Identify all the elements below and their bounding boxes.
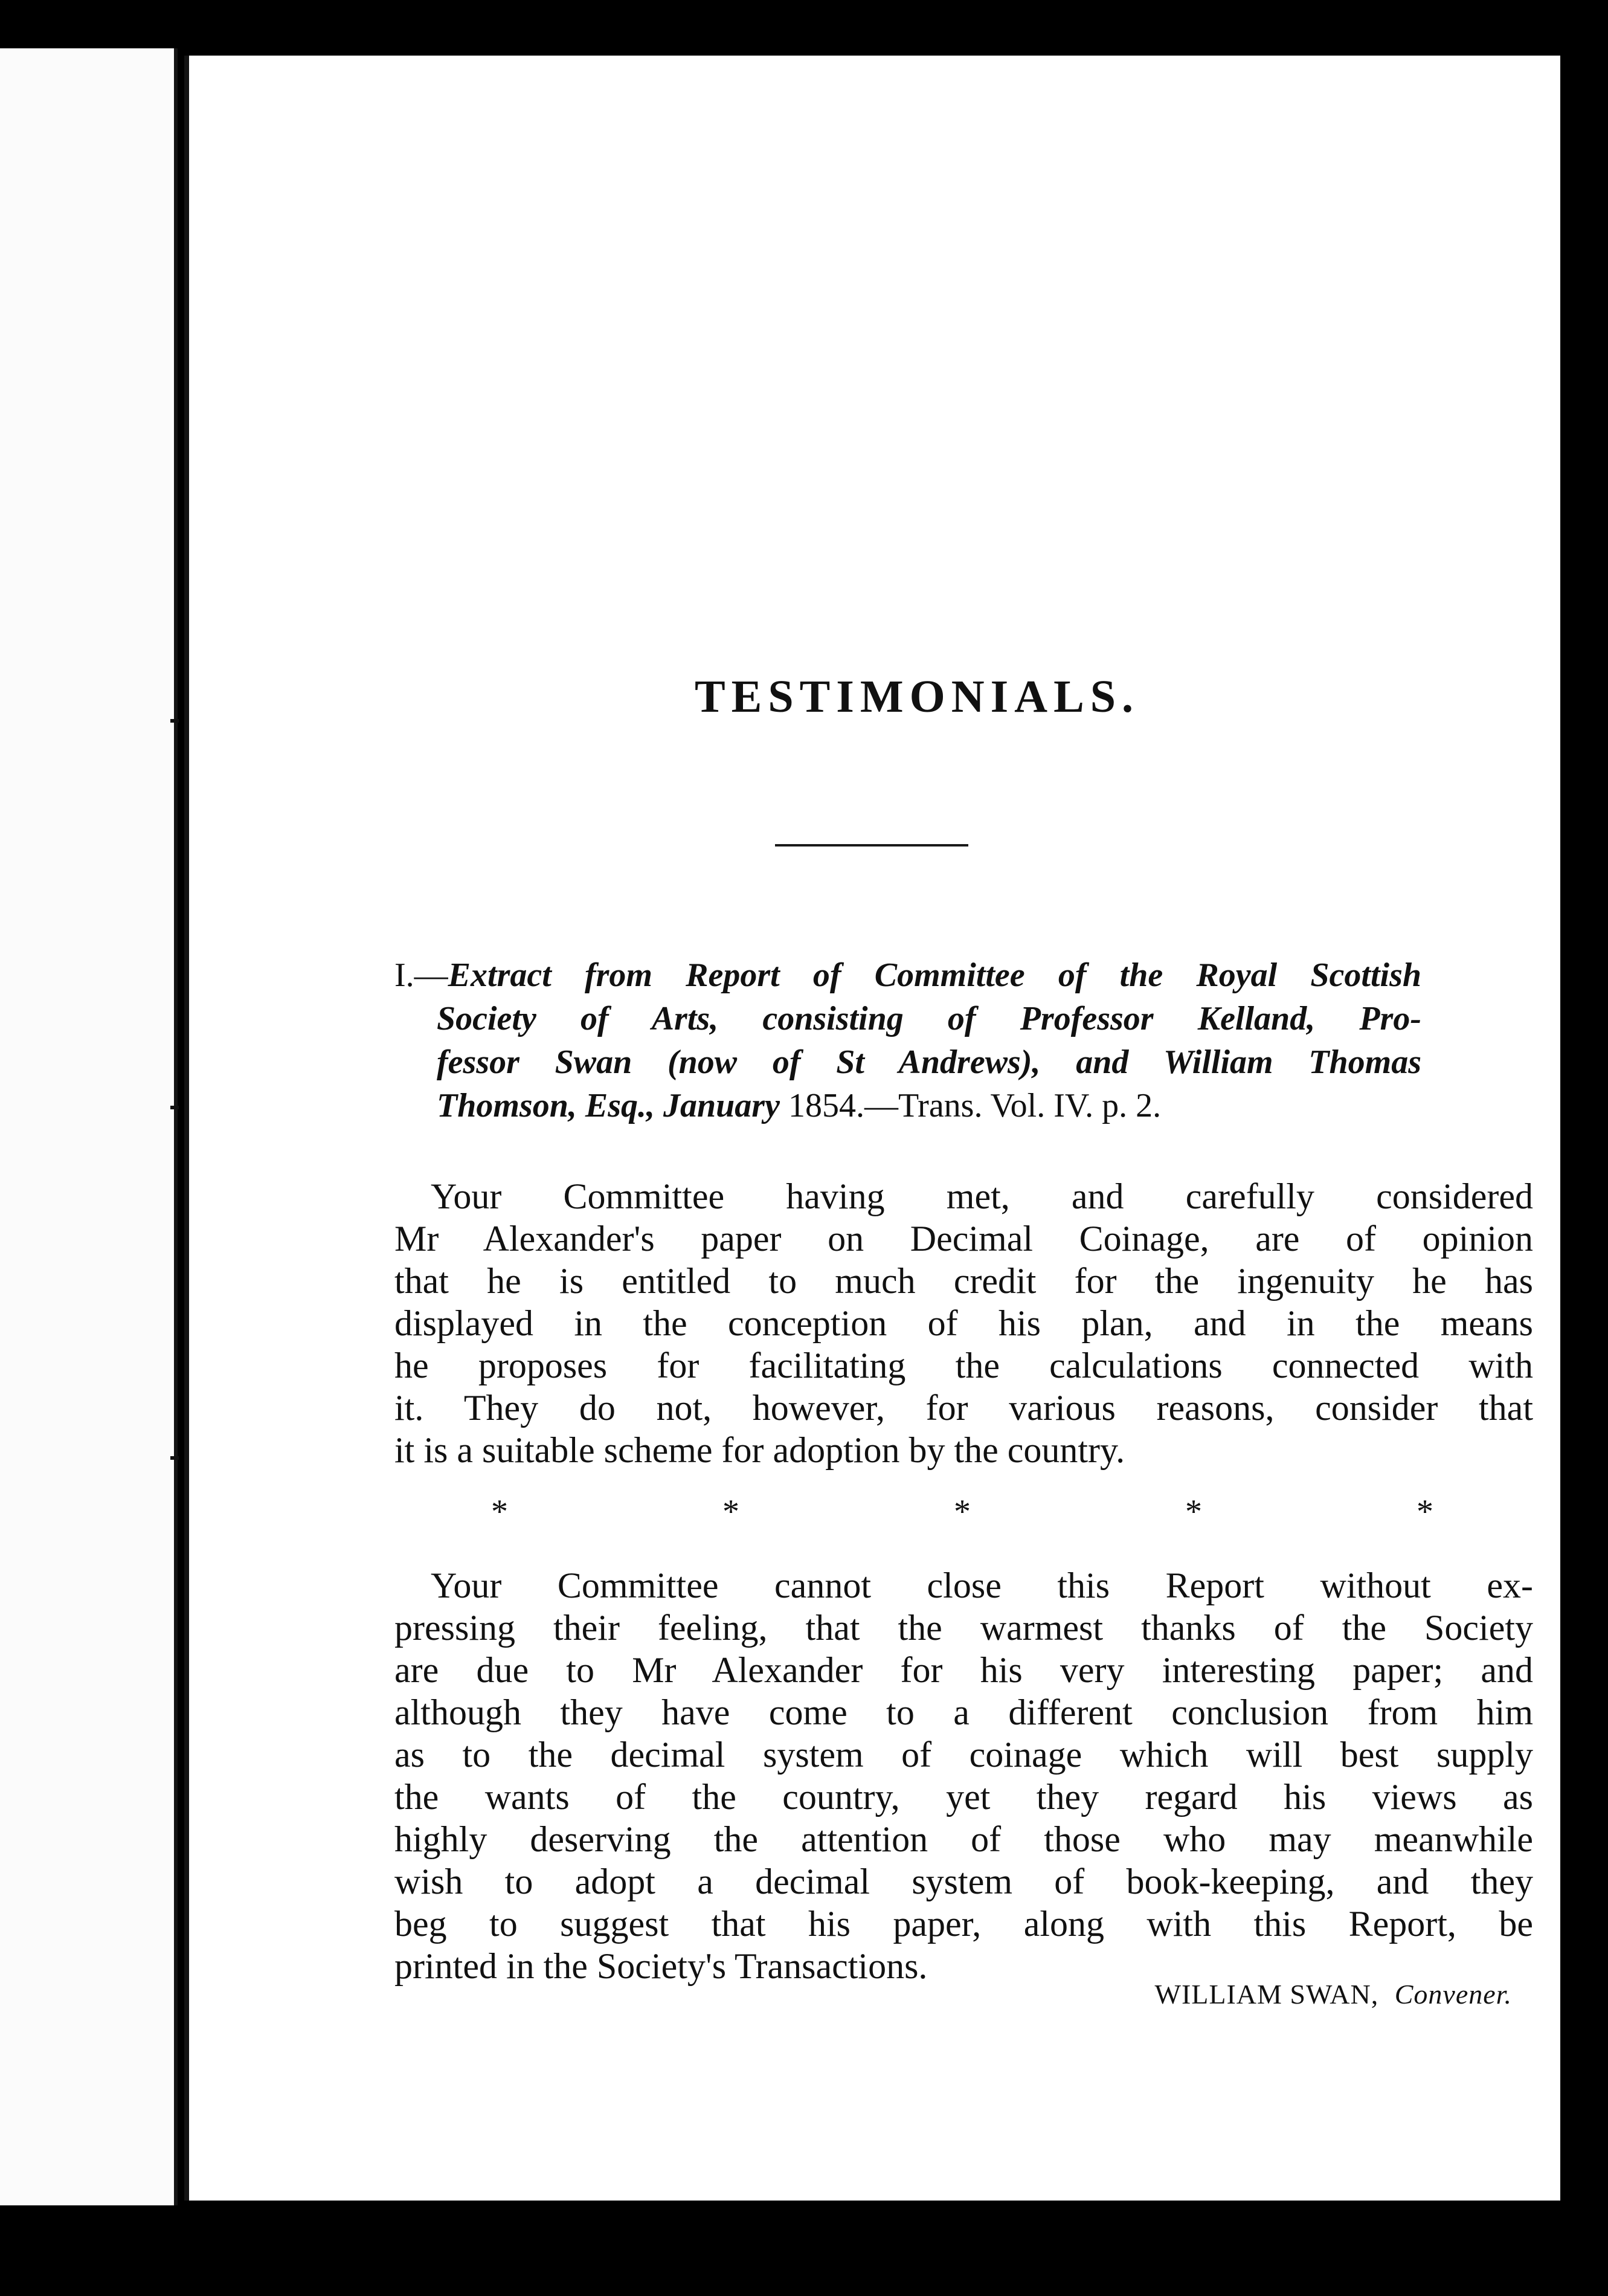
text-line: pressing their feeling, that the warmest thanks of the Society — [394, 1608, 1533, 1648]
signatory-name: WILLIAM SWAN, — [1154, 1979, 1379, 2010]
text-line: wish to adopt a decimal system of book-keeping, and they — [394, 1862, 1533, 1901]
gutter-mark — [170, 1456, 179, 1460]
title-divider — [775, 844, 968, 846]
paragraph-thanks — [394, 1564, 1533, 1987]
text-line: highly deserving the attention of those who may meanwhile — [394, 1819, 1533, 1859]
document-page — [184, 56, 1560, 2201]
signatory-role: Convener. — [1394, 1979, 1512, 2010]
heading-italic-text: Extract from Report of Committee of the Royal Scottish — [448, 956, 1421, 994]
ellipsis-stars — [491, 1492, 1433, 1531]
text-line: although they have come to a different conclusion from him — [394, 1692, 1533, 1732]
heading-italic-text: Society of Arts, consisting of Professor Kelland, Pro- — [437, 1000, 1421, 1037]
heading-italic-text: Thomson, Esq., January — [437, 1087, 780, 1124]
star: * — [491, 1493, 508, 1530]
heading-reference: 1854.—Trans. Vol. IV. p. 2. — [779, 1087, 1162, 1124]
text-line: Your Committee having met, and carefully considered — [431, 1176, 1533, 1216]
text-line: he proposes for facilitating the calculations connected with — [394, 1346, 1533, 1385]
text-line: it is a suitable scheme for adoption by the country. — [394, 1430, 1125, 1470]
gutter-mark — [170, 719, 179, 723]
heading-numeral: I.— — [394, 956, 448, 994]
signature — [956, 1978, 1512, 2010]
heading-line — [394, 997, 1421, 1040]
star: * — [1185, 1493, 1202, 1530]
text-line: that he is entitled to much credit for the ingenuity he has — [394, 1261, 1533, 1301]
heading-line — [394, 1040, 1421, 1084]
page-title: TESTIMONIALS. — [694, 671, 1140, 722]
page-gutter-line — [174, 48, 178, 2205]
star: * — [1417, 1493, 1433, 1530]
previous-page-edge — [0, 48, 175, 2205]
text-line: printed in the Society's Transactions. — [394, 1946, 928, 1986]
paragraph-opinion — [394, 1175, 1533, 1471]
text-line: beg to suggest that his paper, along with this Report, be — [394, 1904, 1533, 1944]
extract-heading — [394, 953, 1421, 1127]
heading-line — [394, 953, 1421, 997]
text-line: are due to Mr Alexander for his very interesting paper; and — [394, 1650, 1533, 1690]
gutter-mark — [170, 1106, 179, 1109]
text-line: Mr Alexander's paper on Decimal Coinage, are of opinion — [394, 1219, 1533, 1259]
heading-line — [394, 1084, 1421, 1127]
text-line: it. They do not, however, for various reasons, consider that — [394, 1388, 1533, 1428]
text-line: the wants of the country, yet they regard his views as — [394, 1777, 1533, 1817]
text-line: displayed in the conception of his plan, and in the means — [394, 1303, 1533, 1343]
star: * — [954, 1493, 971, 1530]
heading-italic-text: fessor Swan (now of St Andrews), and William Thomas — [437, 1043, 1421, 1081]
star: * — [722, 1493, 739, 1530]
text-line: as to the decimal system of coinage which will best supply — [394, 1735, 1533, 1775]
text-line: Your Committee cannot close this Report without ex- — [431, 1566, 1533, 1605]
